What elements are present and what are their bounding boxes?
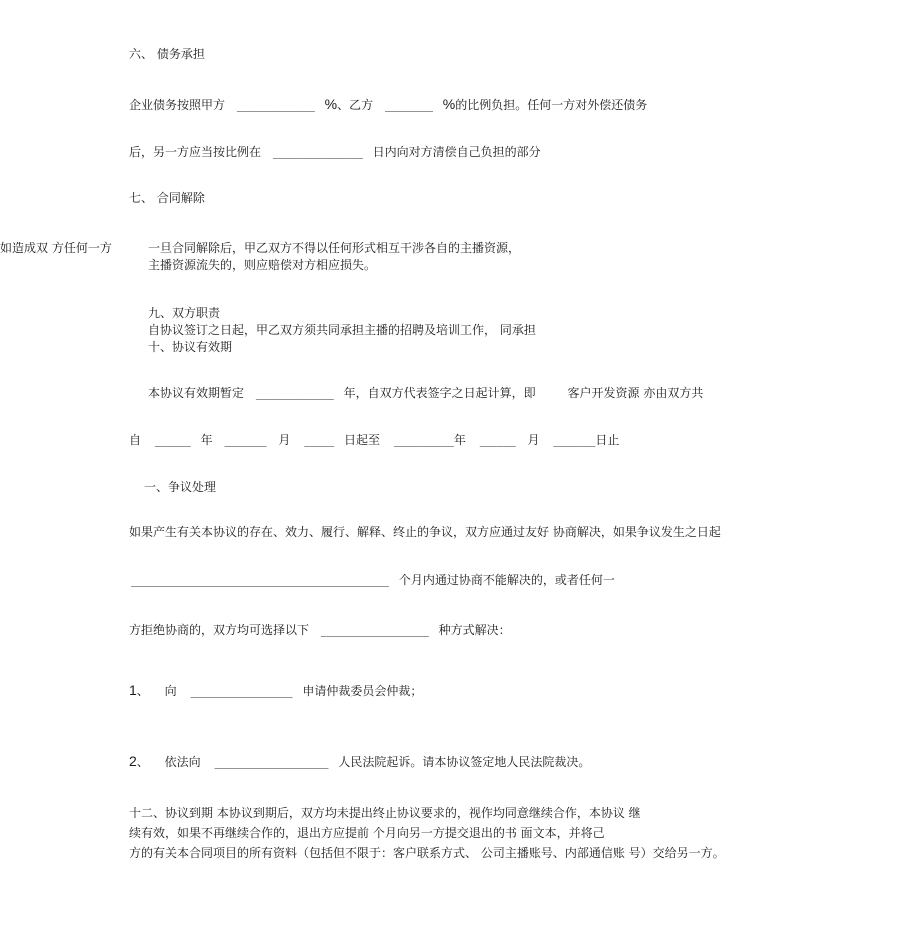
sec11-option-2-text-a: 依法向 <box>164 755 201 769</box>
sec6-line1-text-a: 企业债务按照甲方 <box>129 98 226 112</box>
sec11-option-1-text-b: 申请仲裁委员会仲裁； <box>302 684 423 698</box>
sec11-heading: 一、争议处理 <box>144 480 217 494</box>
sec10-month-label-1: 月 <box>278 433 291 447</box>
sec10-from-label: 自 <box>129 433 142 447</box>
sec10-end-day-blank: _______ <box>553 433 596 447</box>
sec11-months-blank: ___________________________________________ <box>131 573 389 587</box>
sec10-year-label-1: 年 <box>200 433 213 447</box>
sec11-option-2 <box>129 753 590 770</box>
sec11-methods-blank: __________________ <box>320 623 429 637</box>
sec10-date-range <box>129 432 619 448</box>
sec10-start-month-blank: _______ <box>224 433 267 447</box>
sec11-line2-text: 个月内通过协商不能解决的，或者任何一 <box>398 573 615 587</box>
sec6-line1 <box>129 96 647 113</box>
sec10-from-to-label: 日起至 <box>344 433 381 447</box>
sec6-line2 <box>129 144 541 160</box>
sec6-line2-text-b: 日内向对方清偿自己负担的部分 <box>372 145 541 159</box>
sec10-month-label-2: 月 <box>527 433 540 447</box>
sec6-percent-sign-1: % <box>324 96 338 112</box>
sec10-years-blank: _____________ <box>255 386 334 400</box>
sec11-line1: 如果产生有关本协议的存在、效力、履行、解释、终止的争议，双方应通过友好 协商解决，如果争议发生之日起 <box>129 525 721 539</box>
sec10-line1-text-c: 客户开发资源 亦由双方共 <box>567 386 704 400</box>
sec7-left-fragment: 如造成双 方任何一方 <box>0 241 112 255</box>
sec6-party-a-percent-blank: _____________ <box>236 98 315 112</box>
sec10-end-month-blank: ______ <box>479 433 516 447</box>
sec9-heading: 九、双方职责 <box>148 306 221 320</box>
sec11-option-2-number: 2 <box>129 753 137 769</box>
sec7-line1: 一旦合同解除后，甲乙双方不得以任何形式相互干涉各自的主播资源， <box>148 241 521 255</box>
sec6-days-blank: _______________ <box>272 145 363 159</box>
sec6-party-b-percent-blank: ________ <box>384 98 433 112</box>
sec6-percent-sign-2: % <box>442 96 456 112</box>
sec10-line1-text-a: 本协议有效期暂定 <box>148 386 245 400</box>
sec11-line3 <box>129 622 511 638</box>
sec10-start-day-blank: _____ <box>304 433 335 447</box>
sec11-court-blank: ___________________ <box>214 755 329 769</box>
sec10-line1 <box>148 385 703 401</box>
sec11-line3-text-a: 方拒绝协商的，双方均可选择以下 <box>129 623 310 637</box>
sec6-line1-text-b: 、乙方 <box>337 98 374 112</box>
sec6-heading: 六、 债务承担 <box>129 47 205 61</box>
sec11-option-1-text-a: 向 <box>164 684 177 698</box>
sec10-end-label: 日止 <box>595 433 620 447</box>
sec12-line1: 十二、协议到期 本协议到期后，双方均未提出终止协议要求的，视作均同意继续合作，本协议 继 <box>129 806 641 820</box>
sec6-line1-text-c: 的比例负担。任何一方对外偿还债务 <box>455 98 648 112</box>
sec10-start-year-blank: ______ <box>154 433 191 447</box>
sec12-line3: 方的有关本合同项目的所有资料（包括但不限于：客户联系方式、 公司主播账号、内部通信账 号）交给另一方。 <box>129 846 725 860</box>
sec10-line1-text-b: 年，自双方代表签字之日起计算，即 <box>343 386 536 400</box>
sec9-line1: 自协议签订之日起，甲乙双方须共同承担主播的招聘及培训工作， 同承担 <box>148 323 536 337</box>
sec11-option-2-sep: 、 <box>136 755 149 769</box>
sec6-line2-text-a: 后，另一方应当按比例在 <box>129 145 262 159</box>
sec12-line2: 续有效，如果不再继续合作的，退出方应提前 个月向另一方提交退出的书 面文本，并将己 <box>129 826 605 840</box>
sec11-option-1-number: 1 <box>129 682 137 698</box>
sec11-option-1-sep: 、 <box>136 684 149 698</box>
sec10-heading: 十、协议有效期 <box>148 340 233 354</box>
sec7-heading: 七、 合同解除 <box>129 191 205 205</box>
sec11-line2 <box>131 572 615 588</box>
sec11-option-2-text-b: 人民法院起诉。请本协议签定地人民法院裁决。 <box>338 755 591 769</box>
sec11-arbitration-blank: _________________ <box>190 684 293 698</box>
sec11-line3-text-b: 种方式解决： <box>438 623 511 637</box>
sec10-end-year-blank: __________ <box>393 433 454 447</box>
sec10-year-label-2: 年 <box>453 433 466 447</box>
sec11-option-1 <box>129 682 422 699</box>
sec7-line2: 主播资源流失的，则应赔偿对方相应损失。 <box>148 258 377 272</box>
